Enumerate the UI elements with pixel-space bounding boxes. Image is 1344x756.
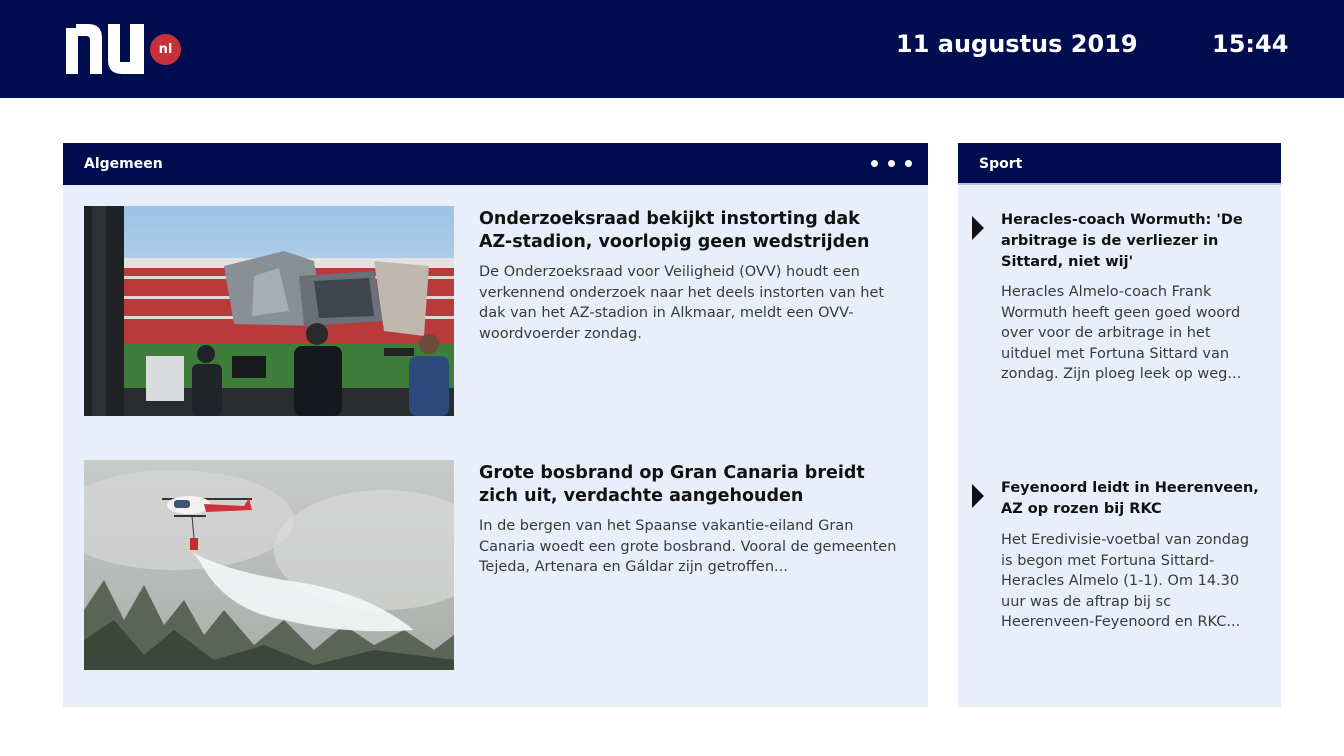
panel-header [958, 143, 1281, 185]
article-summary: In de bergen van het Spaanse vakantie-eiland Gran Canaria woedt een grote bosbrand. Vooral de gemeenten Tejeda, Artenara en Gáldar zijn getroffen... [479, 518, 897, 575]
article-title[interactable]: Grote bosbrand op Gran Canaria breidt zich uit, verdachte aangehouden [479, 463, 865, 506]
panel-title: Algemeen [84, 156, 163, 172]
top-bar [0, 0, 1344, 98]
news-panel-algemeen [63, 143, 928, 707]
play-arrow-icon [972, 484, 984, 508]
nu-logo-icon [64, 22, 148, 76]
news-article[interactable] [84, 206, 914, 416]
sport-article-title[interactable]: Heracles-coach Wormuth: 'De arbitrage is de verliezer in Sittard, niet wij' [1001, 212, 1243, 270]
sport-article-summary: Heracles Almelo-coach Frank Wormuth heeft geen goed woord over voor de arbitrage in het uitduel met Fortuna Sittard van zondag. Zijn ploeg leek op weg... [1001, 284, 1242, 382]
play-arrow-icon [972, 216, 984, 240]
news-article[interactable] [84, 460, 914, 670]
wildfire-helicopter-photo [84, 460, 454, 670]
article-title[interactable]: Onderzoeksraad bekijkt instorting dak AZ-stadion, voorlopig geen wedstrijden [479, 209, 870, 252]
current-time: 15:44 [1212, 30, 1289, 58]
nu-nl-logo[interactable] [64, 22, 184, 76]
more-dots-icon[interactable] [871, 160, 912, 167]
logo-nl-badge: nl [150, 34, 181, 65]
panel-title: Sport [979, 156, 1023, 172]
sport-article-title[interactable]: Feyenoord leidt in Heerenveen, AZ op rozen bij RKC [1001, 480, 1259, 517]
article-summary: De Onderzoeksraad voor Veiligheid (OVV) houdt een verkennend onderzoek naar het deels instorten van het dak van het AZ-stadion in Alkmaar, meldt een OVV-woordvoerder zondag. [479, 264, 885, 342]
sport-article-summary: Het Eredivisie-voetbal van zondag is begon met Fortuna Sittard-Heracles Almelo (1-1). Om 14.30 uur was de aftrap bij sc Heerenveen-Feyenoord en RKC... [1001, 532, 1250, 630]
stadium-collapse-photo [84, 206, 454, 416]
current-date: 11 augustus 2019 [896, 30, 1138, 58]
news-panel-sport [958, 143, 1281, 707]
panel-header [63, 143, 928, 185]
